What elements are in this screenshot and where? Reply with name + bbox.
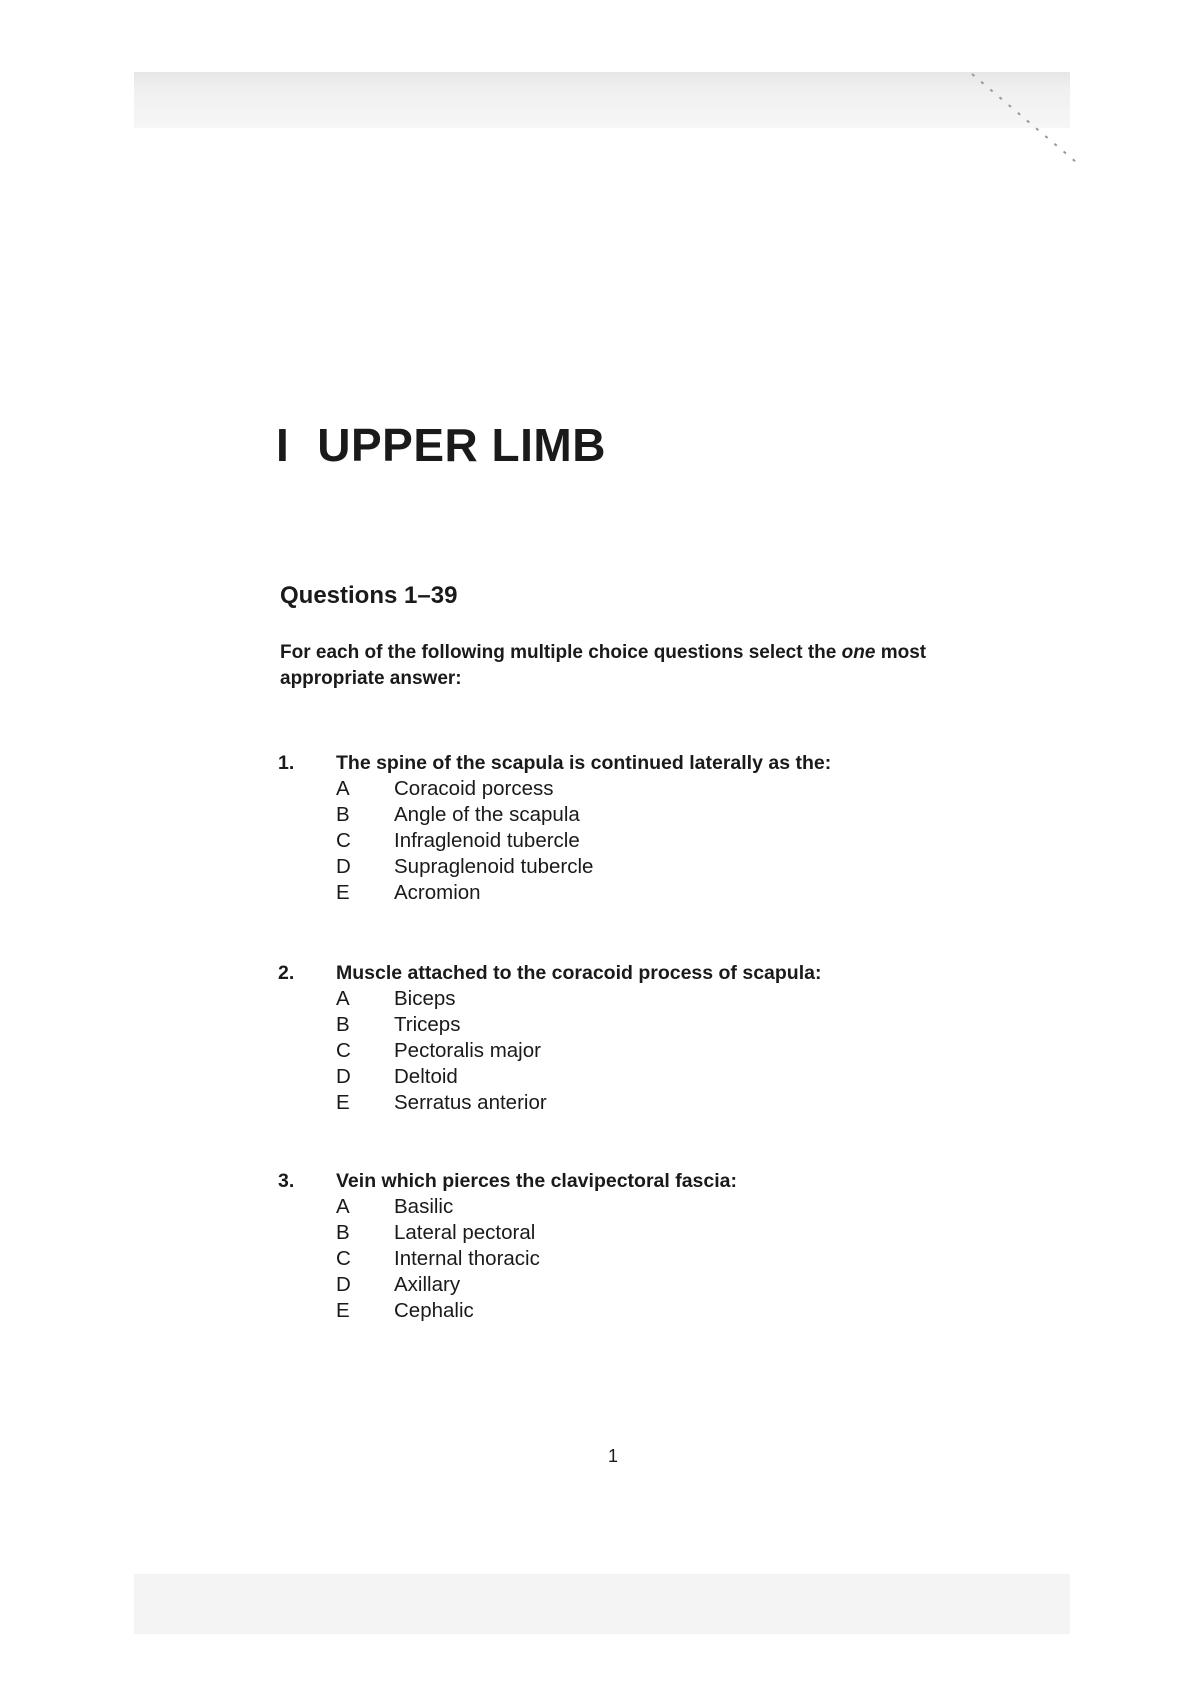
option-text: Biceps: [394, 987, 456, 1010]
option-b: [278, 1220, 737, 1246]
option-letter: A: [336, 987, 350, 1010]
option-letter: E: [336, 1091, 350, 1114]
option-a: [278, 776, 831, 802]
chapter-title: [276, 418, 606, 472]
question-stem: [278, 960, 821, 986]
page-number: 1: [608, 1446, 619, 1466]
question-stem: [278, 1168, 737, 1194]
option-letter: B: [336, 1221, 350, 1244]
option-a: [278, 986, 821, 1012]
question-number: 3.: [278, 1170, 295, 1192]
instructions: [280, 640, 980, 692]
option-text: Acromion: [394, 881, 481, 904]
bottom-scan-band: [134, 1574, 1070, 1634]
option-letter: D: [336, 1065, 351, 1088]
option-text: Cephalic: [394, 1299, 474, 1322]
question-stem: [278, 750, 831, 776]
top-scan-band: [134, 72, 1070, 128]
option-text: Supraglenoid tubercle: [394, 855, 594, 878]
option-c: [278, 1038, 821, 1064]
option-letter: C: [336, 1039, 351, 1062]
question-text: Vein which pierces the clavipectoral fascia:: [336, 1170, 738, 1192]
option-letter: D: [336, 855, 351, 878]
option-letter: C: [336, 829, 351, 852]
question-number: 1.: [278, 752, 295, 774]
option-text: Coracoid porcess: [394, 777, 554, 800]
option-e: [278, 1090, 821, 1116]
question-2: [278, 960, 821, 1116]
question-3: [278, 1168, 737, 1324]
instructions-part2: most appropriate answer:: [280, 642, 927, 689]
option-d: [278, 1272, 737, 1298]
option-c: [278, 828, 831, 854]
option-text: Lateral pectoral: [394, 1221, 536, 1244]
section-heading: Questions 1–39: [280, 582, 458, 609]
question-text: The spine of the scapula is continued laterally as the:: [336, 752, 832, 774]
instructions-part1: For each of the following multiple choice questions select the: [280, 642, 837, 663]
option-text: Infraglenoid tubercle: [394, 829, 580, 852]
option-a: [278, 1194, 737, 1220]
question-1: [278, 750, 831, 906]
option-d: [278, 854, 831, 880]
chapter-number: I: [276, 419, 290, 471]
instructions-emphasis: one: [841, 642, 876, 663]
option-letter: E: [336, 881, 350, 904]
option-text: Pectoralis major: [394, 1039, 541, 1062]
option-list: [278, 776, 831, 906]
option-text: Angle of the scapula: [394, 803, 580, 826]
option-c: [278, 1246, 737, 1272]
option-letter: A: [336, 777, 350, 800]
option-letter: B: [336, 803, 350, 826]
option-text: Serratus anterior: [394, 1091, 547, 1114]
page-corner-fold: [970, 70, 1080, 170]
option-letter: D: [336, 1273, 351, 1296]
question-number: 2.: [278, 962, 295, 984]
question-text: Muscle attached to the coracoid process of scapula:: [336, 962, 822, 984]
option-e: [278, 880, 831, 906]
option-text: Triceps: [394, 1013, 461, 1036]
option-b: [278, 1012, 821, 1038]
chapter-title-text: UPPER LIMB: [317, 419, 606, 471]
option-text: Axillary: [394, 1273, 461, 1296]
option-letter: B: [336, 1013, 350, 1036]
option-d: [278, 1064, 821, 1090]
option-letter: A: [336, 1195, 350, 1218]
option-text: Deltoid: [394, 1065, 458, 1088]
option-e: [278, 1298, 737, 1324]
option-list: [278, 1194, 737, 1324]
option-text: Basilic: [394, 1195, 454, 1218]
option-letter: E: [336, 1299, 350, 1322]
option-list: [278, 986, 821, 1116]
option-b: [278, 802, 831, 828]
option-text: Internal thoracic: [394, 1247, 540, 1270]
option-letter: C: [336, 1247, 351, 1270]
